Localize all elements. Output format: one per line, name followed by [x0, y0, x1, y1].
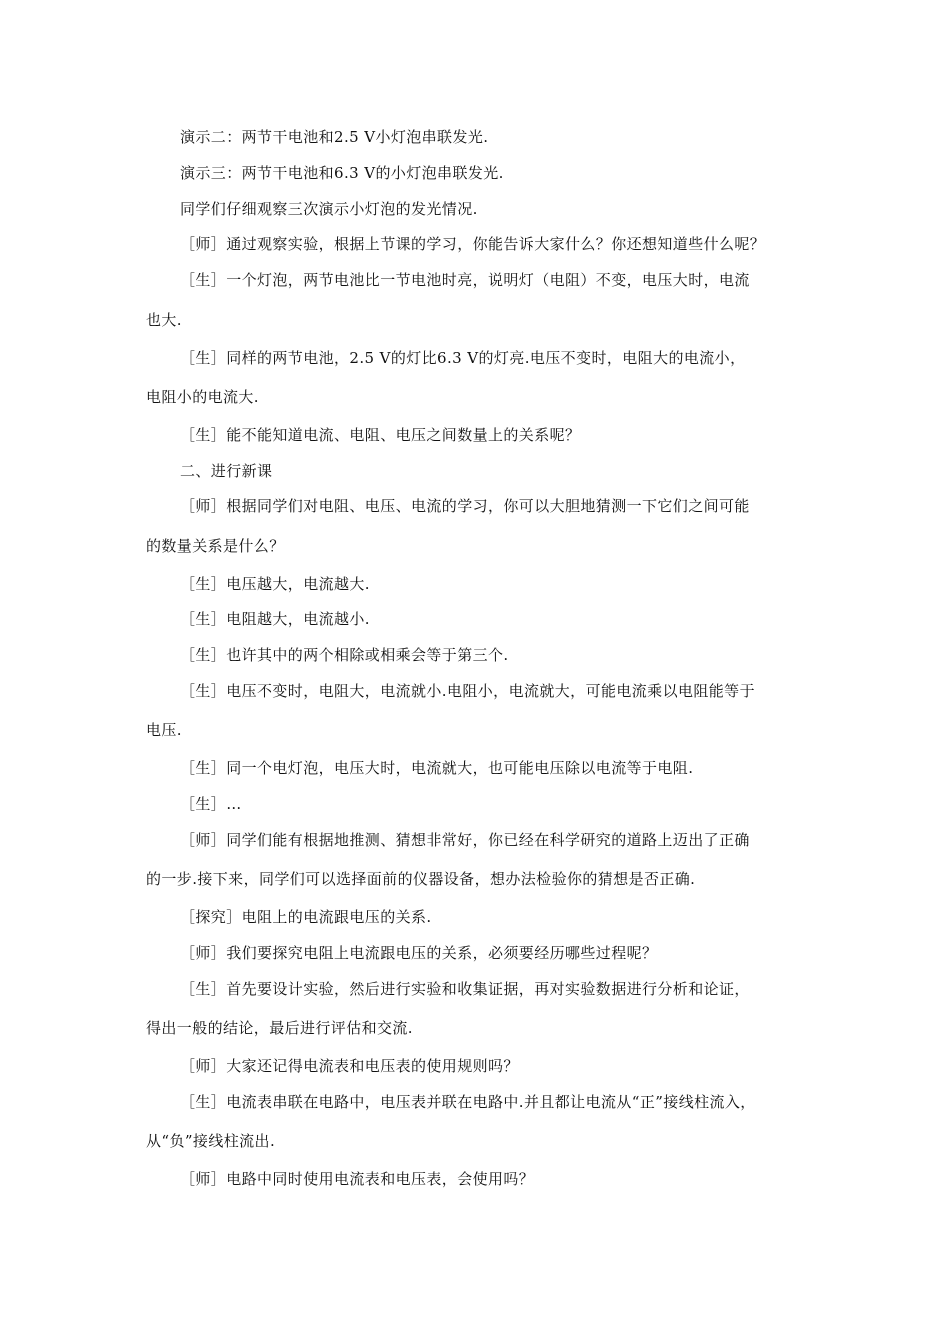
paragraph-line: ［生］电阻越大，电流越小.: [180, 610, 370, 628]
section-heading: 二、进行新课: [180, 462, 273, 480]
paragraph-line: ［生］…: [180, 795, 242, 813]
paragraph-line: 的数量关系是什么？: [146, 537, 285, 555]
paragraph-line: 电阻小的电流大.: [146, 388, 259, 406]
paragraph-line: ［生］电流表串联在电路中，电压表并联在电路中.并且都让电流从“正”接线柱流入，: [180, 1093, 756, 1111]
paragraph-line: ［师］我们要探究电阻上电流跟电压的关系，必须要经历哪些过程呢？: [180, 944, 658, 962]
paragraph-line: ［生］电压不变时，电阻大，电流就小.电阻小，电流就大，可能电流乘以电阻能等于: [180, 682, 755, 700]
paragraph-line: 演示二：两节干电池和2.5 V小灯泡串联发光.: [180, 128, 489, 146]
paragraph-line: ［生］一个灯泡，两节电池比一节电池时亮，说明灯（电阻）不变，电压大时，电流: [180, 271, 750, 289]
paragraph-line: ［师］通过观察实验，根据上节课的学习，你能告诉大家什么？你还想知道些什么呢？: [180, 235, 766, 253]
paragraph-line: 从“负”接线柱流出.: [146, 1132, 276, 1150]
paragraph-line: 演示三：两节干电池和6.3 V的小灯泡串联发光.: [180, 164, 504, 182]
paragraph-line: ［生］同一个电灯泡，电压大时，电流就大，也可能电压除以电流等于电阻.: [180, 759, 694, 777]
paragraph-line: ［生］首先要设计实验，然后进行实验和收集证据，再对实验数据进行分析和论证，: [180, 980, 750, 998]
paragraph-line: 得出一般的结论，最后进行评估和交流.: [146, 1019, 413, 1037]
paragraph-line: ［师］大家还记得电流表和电压表的使用规则吗？: [180, 1057, 519, 1075]
paragraph-line: ［生］同样的两节电池，2.5 V的灯比6.3 V的灯亮.电压不变时，电阻大的电流小，: [180, 349, 746, 367]
paragraph-line: ［师］根据同学们对电阻、电压、电流的学习，你可以大胆地猜测一下它们之间可能: [180, 497, 750, 515]
paragraph-line: ［生］也许其中的两个相除或相乘会等于第三个.: [180, 646, 509, 664]
paragraph-line: 同学们仔细观察三次演示小灯泡的发光情况.: [180, 200, 478, 218]
paragraph-line: ［师］同学们能有根据地推测、猜想非常好，你已经在科学研究的道路上迈出了正确: [180, 831, 750, 849]
paragraph-line: ［探究］电阻上的电流跟电压的关系.: [180, 908, 432, 926]
paragraph-line: ［生］能不能知道电流、电阻、电压之间数量上的关系呢？: [180, 426, 581, 444]
paragraph-line: 的一步.接下来，同学们可以选择面前的仪器设备，想办法检验你的猜想是否正确.: [146, 870, 696, 888]
paragraph-line: 电压.: [146, 721, 182, 739]
paragraph-line: ［生］电压越大，电流越大.: [180, 575, 370, 593]
paragraph-line: ［师］电路中同时使用电流表和电压表，会使用吗？: [180, 1170, 535, 1188]
paragraph-line: 也大.: [146, 311, 182, 329]
